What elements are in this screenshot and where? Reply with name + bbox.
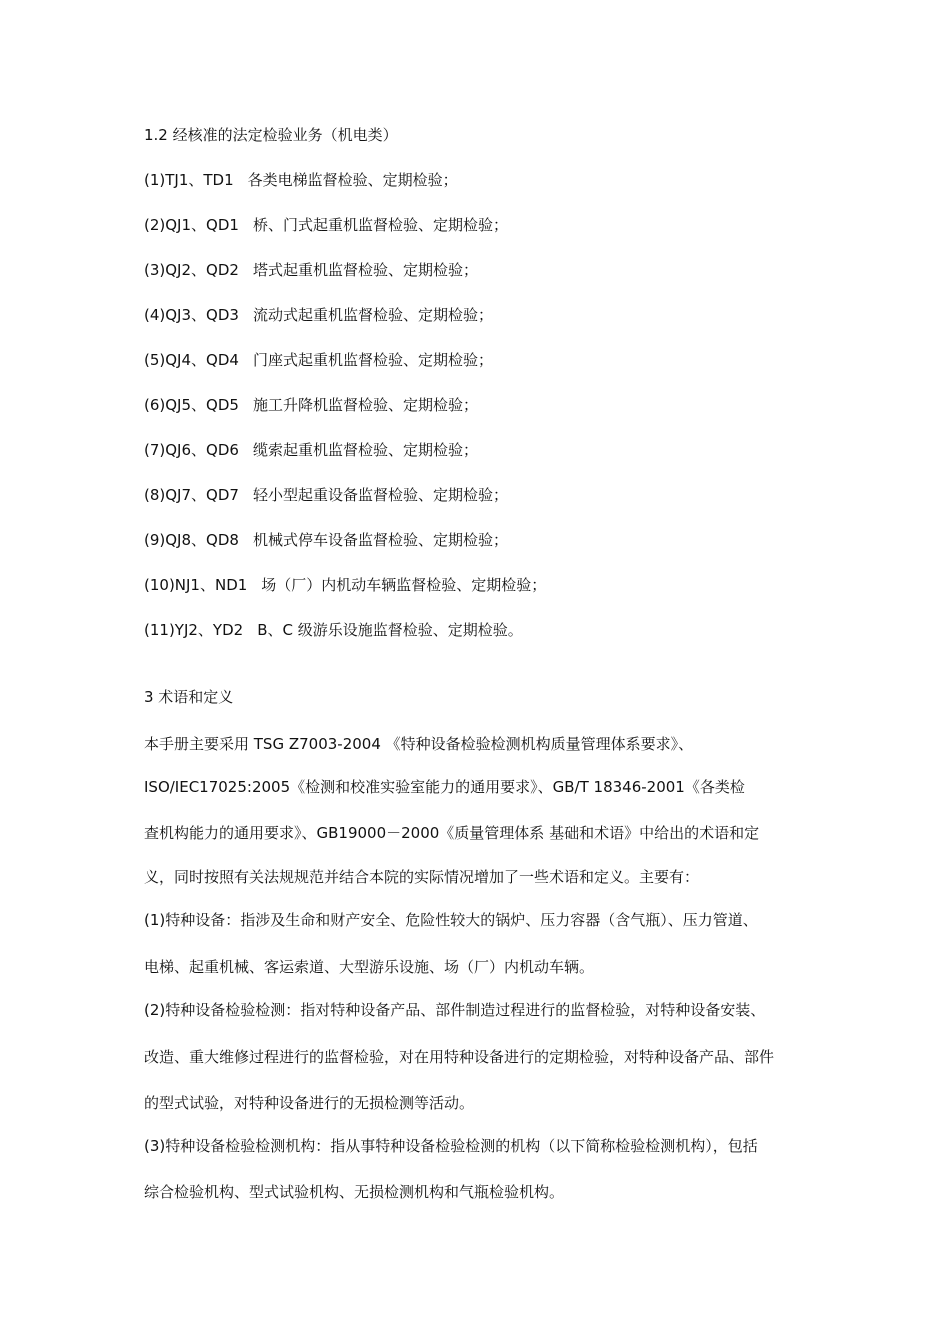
section-heading-3: 3 术语和定义 (144, 688, 234, 706)
item-code: (7)QJ6、QD6 (144, 441, 239, 459)
list-item (144, 259, 478, 281)
item-code: (10)NJ1、ND1 (144, 576, 248, 594)
definition-line: 的型式试验，对特种设备进行的无损检测等活动。 (144, 1094, 475, 1112)
item-desc: 塔式起重机监督检验、定期检验； (252, 261, 478, 279)
item-code: (6)QJ5、QD5 (144, 396, 239, 414)
item-code: (5)QJ4、QD4 (144, 351, 239, 369)
item-code: (11)YJ2、YD2 (144, 621, 244, 639)
item-desc: 各类电梯监督检验、定期检验； (247, 171, 458, 189)
item-desc: 施工升降机监督检验、定期检验； (252, 396, 478, 414)
list-item (144, 214, 508, 236)
list-item (144, 394, 478, 416)
item-desc: 场（厂）内机动车辆监督检验、定期检验； (261, 576, 547, 594)
item-code: (2)QJ1、QD1 (144, 216, 239, 234)
item-desc: 门座式起重机监督检验、定期检验； (252, 351, 493, 369)
definition-line: 改造、重大维修过程进行的监督检验，对在用特种设备进行的定期检验，对特种设备产品、部件 (144, 1048, 775, 1066)
list-item (144, 529, 508, 551)
item-code: (8)QJ7、QD7 (144, 486, 239, 504)
item-desc: 缆索起重机监督检验、定期检验； (252, 441, 478, 459)
section-heading-1-2: 1.2 经核准的法定检验业务（机电类） (144, 126, 398, 144)
item-code: (9)QJ8、QD8 (144, 531, 239, 549)
intro-line: 本手册主要采用 TSG Z7003-2004 《特种设备检验检测机构质量管理体系要求》、 (144, 735, 694, 753)
list-item (144, 349, 493, 371)
item-desc: 桥、门式起重机监督检验、定期检验； (252, 216, 508, 234)
item-code: (4)QJ3、QD3 (144, 306, 239, 324)
intro-line: ISO/IEC17025:2005《检测和校准实验室能力的通用要求》、GB/T 18346-2001《各类检 (144, 778, 745, 796)
item-code: (3)QJ2、QD2 (144, 261, 239, 279)
list-item (144, 484, 508, 506)
definition-line: 电梯、起重机械、客运索道、大型游乐设施、场（厂）内机动车辆。 (144, 958, 595, 976)
item-desc: 流动式起重机监督检验、定期检验； (252, 306, 493, 324)
item-desc: 轻小型起重设备监督检验、定期检验； (252, 486, 508, 504)
definition-line: (1)特种设备：指涉及生命和财产安全、危险性较大的锅炉、压力容器（含气瓶）、压力管道、 (144, 911, 758, 929)
item-code: (1)TJ1、TD1 (144, 171, 234, 189)
list-item (144, 169, 458, 191)
intro-line: 查机构能力的通用要求》、GB19000－2000《质量管理体系 基础和术语》中给出的术语和定 (144, 824, 760, 842)
item-desc: B、C 级游乐设施监督检验、定期检验。 (257, 621, 523, 639)
definition-line: (3)特种设备检验检测机构：指从事特种设备检验检测的机构（以下简称检验检测机构），包括 (144, 1137, 758, 1155)
list-item (144, 439, 478, 461)
list-item (144, 574, 546, 596)
list-item (144, 304, 493, 326)
definition-line: 综合检验机构、型式试验机构、无损检测机构和气瓶检验机构。 (144, 1183, 565, 1201)
item-desc: 机械式停车设备监督检验、定期检验； (252, 531, 508, 549)
list-item (144, 619, 523, 641)
definition-line: (2)特种设备检验检测：指对特种设备产品、部件制造过程进行的监督检验，对特种设备安装、 (144, 1001, 766, 1019)
intro-line: 义，同时按照有关法规规范并结合本院的实际情况增加了一些术语和定义。主要有： (144, 868, 700, 886)
